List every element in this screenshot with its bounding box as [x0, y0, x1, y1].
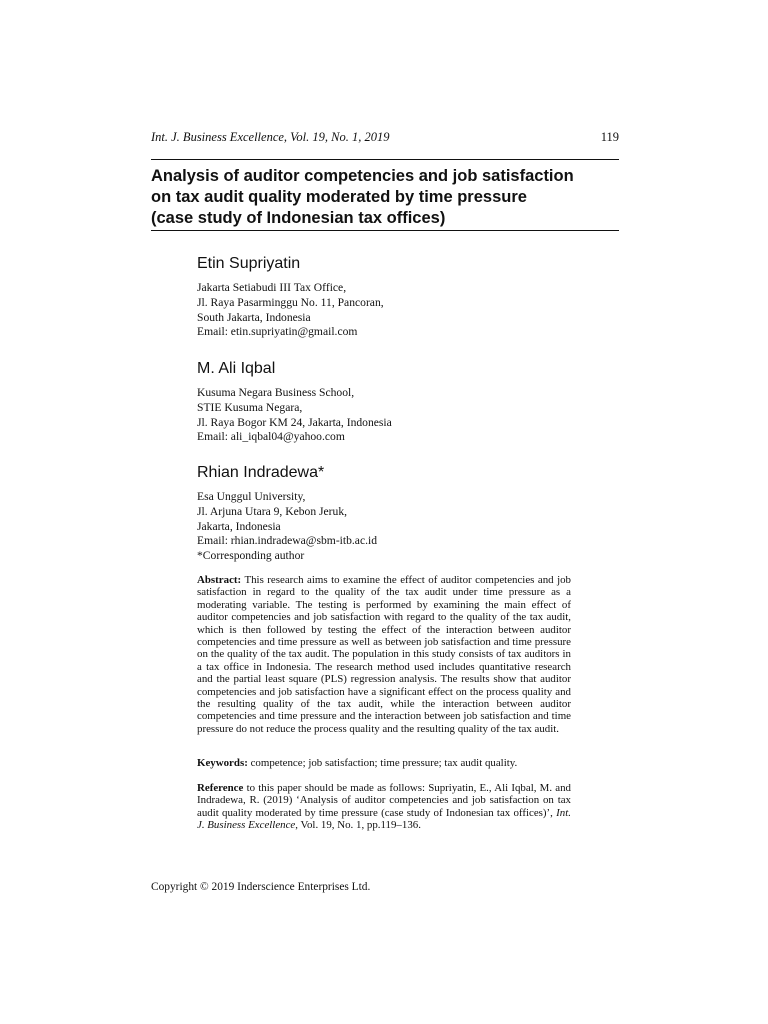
- keywords-label: Keywords:: [197, 757, 248, 769]
- author-email: Email: ali_iqbal04@yahoo.com: [197, 430, 345, 444]
- title-bottom-rule: [151, 230, 619, 231]
- title-line: Analysis of auditor competencies and job satisfaction: [151, 167, 574, 185]
- author-name: M. Ali Iqbal: [197, 360, 276, 377]
- author-email: Email: etin.supriyatin@gmail.com: [197, 325, 358, 339]
- reference-text: to this paper should be made as follows: Supriyatin, E., Ali Iqbal, M. and Indradewa, R. (2019) ‘Analysis of auditor competencies and job satisfaction on tax audit quality moderated by time pressure (case study of Indonesian tax offices)’,: [197, 782, 571, 819]
- corresponding-author-note: *Corresponding author: [197, 549, 305, 563]
- abstract: [197, 574, 571, 735]
- affiliation-line: Jl. Raya Pasarminggu No. 11, Pancoran,: [197, 295, 384, 309]
- keywords-text: competence; job satisfaction; time pressure; tax audit quality.: [250, 757, 518, 769]
- title-line: on tax audit quality moderated by time pressure: [151, 188, 527, 206]
- author-affiliation: [197, 490, 377, 564]
- affiliation-line: Jakarta, Indonesia: [197, 519, 281, 533]
- affiliation-line: Esa Unggul University,: [197, 490, 306, 503]
- abstract-text: This research aims to examine the effect of auditor competencies and job satisfaction in regard to the quality of the tax audit under time pressure as a moderating variable. The testing is performed by examining the main effect of auditor competencies and job satisfaction with regard to the quality of the tax audit, which is then followed by testing the effect of the interaction between auditor competencies and time pressure as well as between job satisfaction and time pressure on the quality of the tax audit. The population in this study consists of tax auditors in a tax office in Indonesia. The research method used includes quantitative research and the partial least square (PLS) regression analysis. The results show that auditor competencies and job satisfaction have a significant effect on the process quality and the resulting quality of the tax audit, while the interaction between auditor competencies and time pressure and the interaction between job satisfaction and time pressure do not reduce the process quality and the resulting quality of the tax audit.: [197, 574, 572, 735]
- reference-volume: , Vol. 19, No. 1, pp.119–136.: [295, 819, 421, 832]
- journal-citation: Int. J. Business Excellence, Vol. 19, No. 1, 2019: [151, 130, 390, 144]
- affiliation-line: STIE Kusuma Negara,: [197, 400, 303, 414]
- affiliation-line: Jl. Arjuna Utara 9, Kebon Jeruk,: [197, 504, 348, 518]
- author-name: Rhian Indradewa*: [197, 464, 325, 481]
- reference-journal: Int. J. Business Excellence: [197, 806, 571, 832]
- title-line: (case study of Indonesian tax offices): [151, 209, 446, 227]
- running-header: [151, 130, 619, 145]
- affiliation-line: South Jakarta, Indonesia: [197, 310, 311, 324]
- affiliation-line: Kusuma Negara Business School,: [197, 386, 355, 399]
- author-email: Email: rhian.indradewa@sbm-itb.ac.id: [197, 534, 378, 548]
- copyright-notice: Copyright © 2019 Inderscience Enterprises Ltd.: [151, 881, 371, 893]
- page-number: 119: [600, 130, 619, 144]
- author-affiliation: [197, 386, 392, 445]
- affiliation-line: Jl. Raya Bogor KM 24, Jakarta, Indonesia: [197, 415, 392, 429]
- affiliation-line: Jakarta Setiabudi III Tax Office,: [197, 281, 347, 294]
- reference-label: Reference: [197, 782, 244, 794]
- title-top-rule: [151, 159, 619, 160]
- paper-title: [151, 166, 621, 229]
- abstract-label: Abstract:: [197, 574, 242, 586]
- author-affiliation: [197, 281, 384, 340]
- keywords: [197, 757, 571, 769]
- author-name: Etin Supriyatin: [197, 255, 301, 272]
- citation-reference: [197, 782, 571, 832]
